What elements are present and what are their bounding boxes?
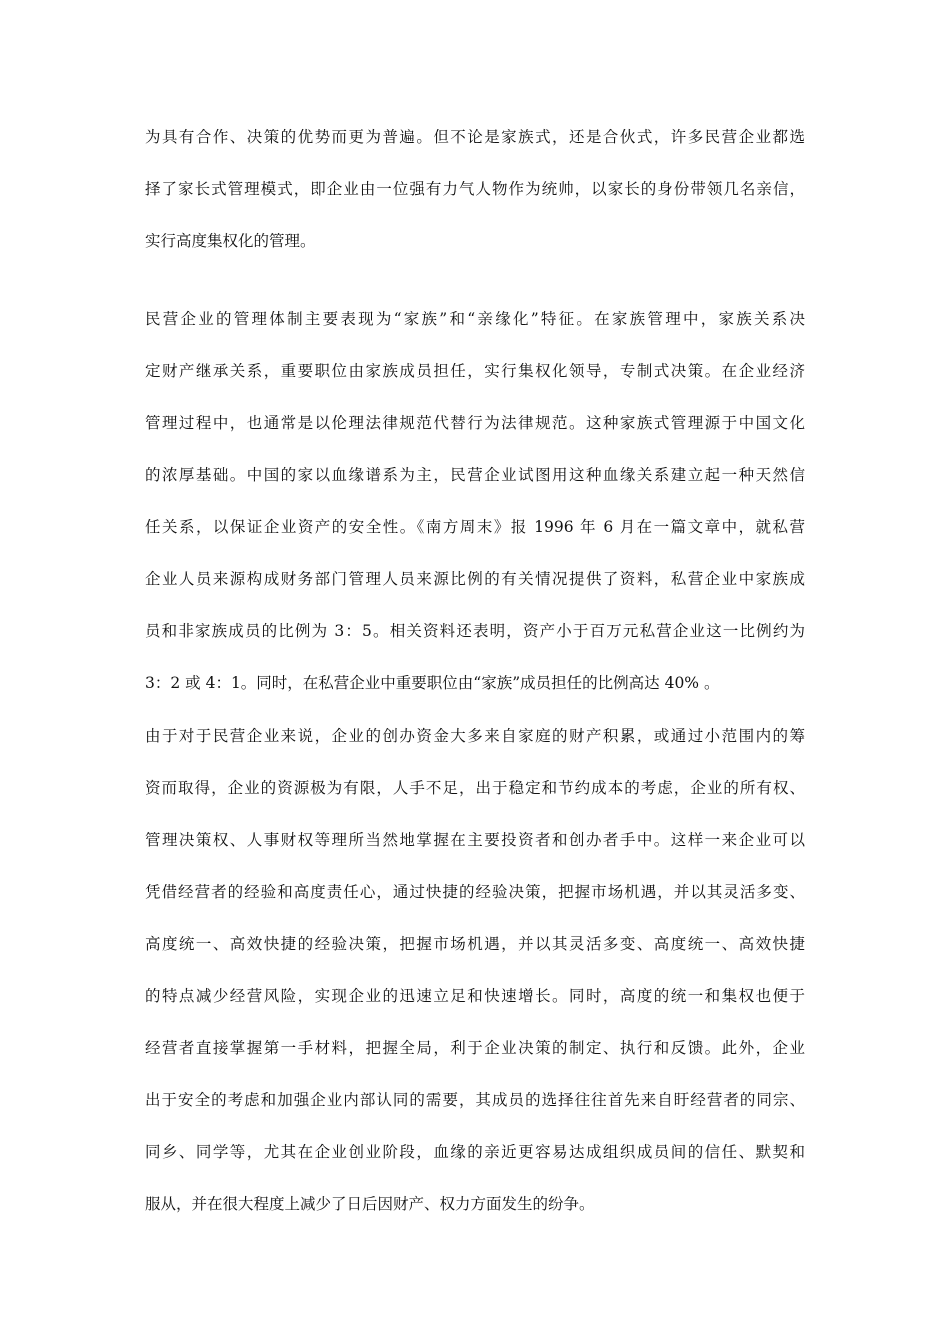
text-line: 为具有合作、决策的优势而更为普遍。但不论是家族式，还是合伙式，许多民营企业都选 — [145, 128, 805, 146]
text-line: 民营企业的管理体制主要表现为“家族”和“亲缘化”特征。在家族管理中，家族关系决 — [145, 310, 805, 328]
text-line: 管理过程中，也通常是以伦理法律规范代替行为法律规范。这种家族式管理源于中国文化 — [145, 414, 805, 432]
text-line: 管理决策权、人事财权等理所当然地掌握在主要投资者和创办者手中。这样一来企业可以 — [145, 831, 805, 849]
text-line: 的特点减少经营风险，实现企业的迅速立足和快速增长。同时，高度的统一和集权也便于 — [145, 987, 805, 1005]
text-line: 择了家长式管理模式，即企业由一位强有力气人物作为统帅，以家长的身份带领几名亲信， — [145, 180, 805, 198]
text-line: 员和非家族成员的比例为 3：5。相关资料还表明，资产小于百万元私营企业这一比例约为 — [145, 622, 805, 640]
text-line: 凭借经营者的经验和高度责任心，通过快捷的经验决策，把握市场机遇，并以其灵活多变、 — [145, 883, 805, 901]
text-line: 的浓厚基础。中国的家以血缘谱系为主，民营企业试图用这种血缘关系建立起一种天然信 — [145, 466, 805, 484]
paragraph-1 — [145, 111, 805, 267]
text-line: 由于对于民营企业来说，企业的创办资金大多来自家庭的财产积累，或通过小范围内的筹 — [145, 727, 805, 745]
text-line: 高度统一、高效快捷的经验决策，把握市场机遇，并以其灵活多变、高度统一、高效快捷 — [145, 935, 805, 953]
text-line: 资而取得，企业的资源极为有限，人手不足，出于稳定和节约成本的考虑，企业的所有权、 — [145, 779, 805, 797]
text-line: 经营者直接掌握第一手材料，把握全局，利于企业决策的制定、执行和反馈。此外，企业 — [145, 1039, 805, 1057]
text-line: 同乡、同学等，尤其在企业创业阶段，血缘的亲近更容易达成组织成员间的信任、默契和 — [145, 1143, 805, 1161]
text-line: 服从，并在很大程度上减少了日后因财产、权力方面发生的纷争。 — [145, 1195, 595, 1213]
paragraph-3 — [145, 710, 805, 1230]
text-line: 企业人员来源构成财务部门管理人员来源比例的有关情况提供了资料，私营企业中家族成 — [145, 570, 805, 588]
text-line: 出于安全的考虑和加强企业内部认同的需要，其成员的选择往往首先来自盱经营者的同宗、 — [145, 1091, 805, 1109]
text-line: 任关系，以保证企业资产的安全性。《南方周末》报 1996 年 6 月在一篇文章中，就私营 — [145, 518, 805, 536]
text-line: 定财产继承关系，重要职位由家族成员担任，实行集权化领导，专制式决策。在企业经济 — [145, 362, 805, 380]
paragraph-2 — [145, 293, 805, 709]
text-line: 3：2 或 4：1。同时，在私营企业中重要职位由“家族”成员担任的比例高达 40% 。 — [145, 674, 720, 692]
text-line: 实行高度集权化的管理。 — [145, 232, 316, 250]
